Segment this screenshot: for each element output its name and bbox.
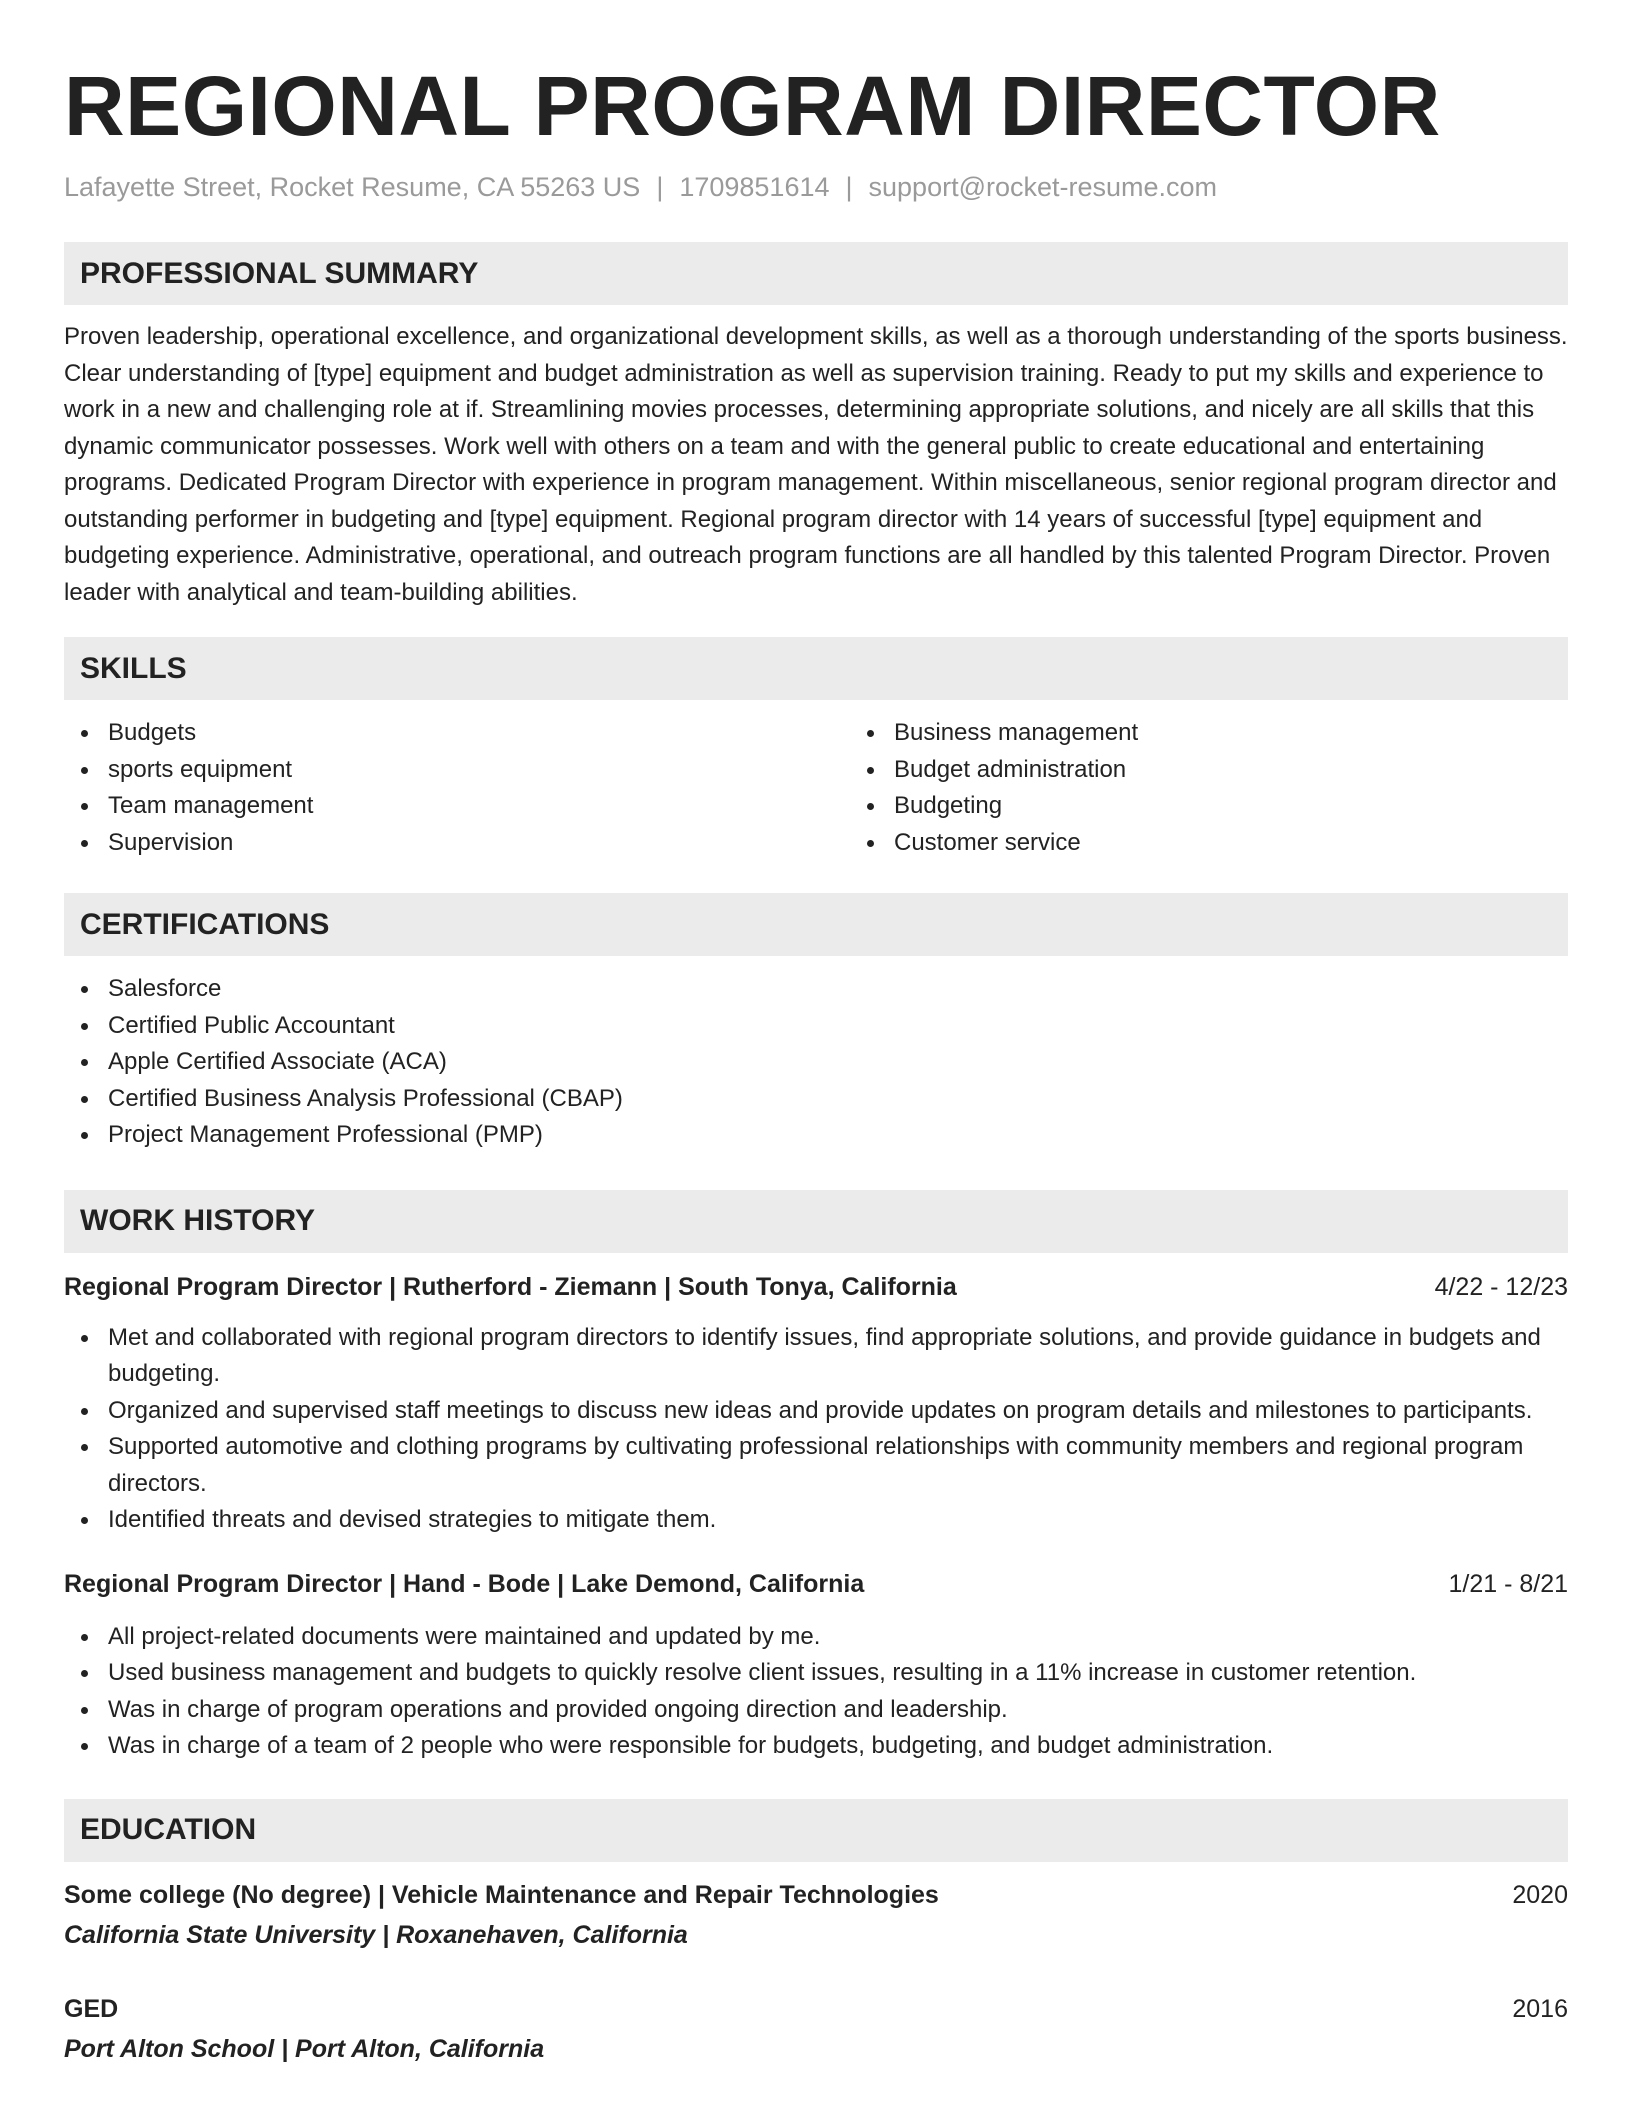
resume-title: REGIONAL PROGRAM DIRECTOR — [64, 59, 1441, 153]
skills-list-right — [850, 715, 1632, 861]
certifications-list — [64, 971, 1568, 1154]
job-bullet: Identified threats and devised strategies to mitigate them. — [108, 1502, 1568, 1539]
job-bullets — [64, 1320, 1568, 1539]
job-bullet: All project-related documents were maintained and updated by me. — [108, 1619, 1568, 1656]
job-bullets — [64, 1619, 1568, 1765]
skill-item: Team management — [108, 788, 850, 825]
summary-section — [64, 242, 1568, 611]
contact-phone: 1709851614 — [679, 172, 830, 202]
education-year: 2020 — [1512, 1880, 1568, 1909]
education-header — [64, 1878, 1568, 1912]
contact-separator: | — [845, 172, 853, 202]
skill-item: Budgets — [108, 715, 850, 752]
job-title: Regional Program Director | Hand - Bode | Lake Demond, California — [64, 1569, 865, 1598]
skill-item: Business management — [894, 715, 1632, 752]
job-dates: 4/22 - 12/23 — [1434, 1272, 1568, 1301]
job-bullet: Was in charge of program operations and provided ongoing direction and leadership. — [108, 1692, 1568, 1729]
skill-item: Budget administration — [894, 752, 1632, 789]
job-header — [64, 1270, 1568, 1304]
skill-item: sports equipment — [108, 752, 850, 789]
education-entry — [64, 1878, 1568, 1952]
section-header-education: EDUCATION — [64, 1799, 1568, 1862]
job-bullet: Met and collaborated with regional program directors to identify issues, find appropriate solutions, and provide guidance in budgets and budgeting. — [108, 1320, 1568, 1393]
section-header-skills: SKILLS — [64, 637, 1568, 700]
certifications-section — [64, 893, 1568, 1154]
job-bullet: Supported automotive and clothing programs by cultivating professional relationships with community members and regional program directors. — [108, 1429, 1568, 1502]
job-header — [64, 1567, 1568, 1601]
contact-line — [64, 170, 1568, 204]
contact-address: Lafayette Street, Rocket Resume, CA 55263 US — [64, 172, 641, 202]
certification-item: Salesforce — [108, 971, 1568, 1008]
job-dates: 1/21 - 8/21 — [1448, 1569, 1568, 1598]
education-entry — [64, 1992, 1568, 2066]
certification-item: Project Management Professional (PMP) — [108, 1117, 1568, 1154]
skills-section — [64, 637, 1568, 861]
education-section — [64, 1799, 1568, 2066]
certification-item: Certified Business Analysis Professional (CBAP) — [108, 1081, 1568, 1118]
skill-item: Budgeting — [894, 788, 1632, 825]
certification-item: Apple Certified Associate (ACA) — [108, 1044, 1568, 1081]
skills-list-left — [64, 715, 850, 861]
job-entry — [64, 1270, 1568, 1539]
job-bullet: Was in charge of a team of 2 people who were responsible for budgets, budgeting, and budget administration. — [108, 1728, 1568, 1765]
education-year: 2016 — [1512, 1994, 1568, 2023]
education-school: California State University | Roxanehaven, California — [64, 1920, 688, 1949]
job-entry — [64, 1567, 1568, 1765]
section-header-work-history: WORK HISTORY — [64, 1190, 1568, 1253]
work-history-section — [64, 1190, 1568, 1765]
education-header — [64, 1992, 1568, 2026]
certification-item: Certified Public Accountant — [108, 1008, 1568, 1045]
education-school: Port Alton School | Port Alton, California — [64, 2034, 545, 2063]
skills-grid — [64, 715, 1568, 861]
job-title: Regional Program Director | Rutherford - Ziemann | South Tonya, California — [64, 1272, 957, 1301]
job-bullet: Used business management and budgets to quickly resolve client issues, resulting in a 11% increase in customer retention. — [108, 1655, 1568, 1692]
contact-email: support@rocket-resume.com — [868, 172, 1218, 202]
education-degree: Some college (No degree) | Vehicle Maintenance and Repair Technologies — [64, 1880, 939, 1909]
education-degree: GED — [64, 1994, 119, 2023]
summary-text: Proven leadership, operational excellence, and organizational development skills, as well as a thorough understanding of the sports business. Clear understanding of [type] equipment and budget administration as well as supervision training. Ready to put my skills and experience to work in a new and challenging role at if. Streamlining movies processes, determining appropriate solutions, and nicely are all skills that this dynamic communicator possesses. Work well with others on a team and with the general public to create educational and entertaining programs. Dedicated Program Director with experience in program management. Within miscellaneous, senior regional program director and outstanding performer in budgeting and [type] equipment. Regional program director with 14 years of successful [type] equipment and budgeting experience. Administrative, operational, and outreach program functions are all handled by this talented Program Director. Proven leader with analytical and team-building abilities. — [64, 323, 1568, 606]
job-bullet: Organized and supervised staff meetings to discuss new ideas and provide updates on program details and milestones to participants. — [108, 1393, 1568, 1430]
skill-item: Supervision — [108, 825, 850, 862]
contact-separator: | — [656, 172, 664, 202]
skill-item: Customer service — [894, 825, 1632, 862]
section-header-certifications: CERTIFICATIONS — [64, 893, 1568, 956]
section-header-summary: PROFESSIONAL SUMMARY — [64, 242, 1568, 305]
